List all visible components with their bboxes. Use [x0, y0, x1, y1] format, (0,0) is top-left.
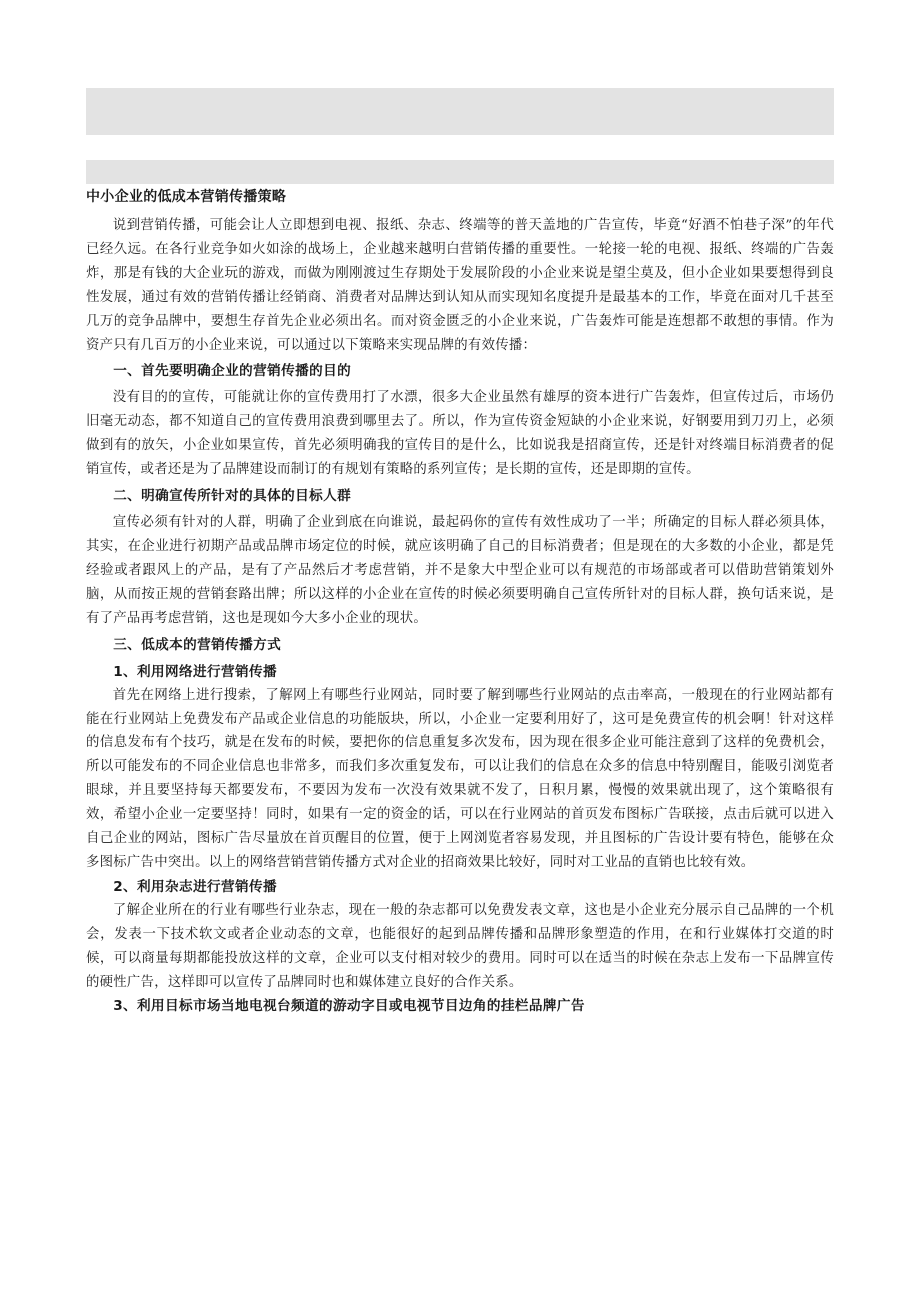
section-3-heading: 三、低成本的营销传播方式: [113, 636, 282, 653]
section-1-paragraph: 没有目的的宣传，可能就让你的宣传费用打了水漂，很多大企业虽然有雄厚的资本进行广告轰炸，但宣传过后，市场仍旧毫无动态，都不知道自己的宣传费用浪费到哪里去了。所以，作为宣传资金短缺的小企业来说，好钢要用到刀刃上，必须做到有的放矢，小企业如果宣传，首先必须明确我的宣传目的是什么，比如说我是招商宣传，还是针对终端目标消费者的促销宣传，或者还是为了品牌建设而制订的有规划有策略的系列宣传；是长期的宣传，还是即期的宣传。: [86, 390, 834, 478]
intro-paragraph: 说到营销传播，可能会让人立即想到电视、报纸、杂志、终端等的普天盖地的广告宣传，毕竟“好酒不怕巷子深”的年代已经久远。在各行业竞争如火如涂的战场上，企业越来越明白营销传播的重要性。一轮接一轮的电视、报纸、终端的广告轰炸，那是有钱的大企业玩的游戏，而做为刚刚渡过生存期处于发展阶段的小企业来说是望尘莫及，但小企业如果要想得到良性发展，通过有效的营销传播让经销商、消费者对品牌达到认知从而实现知名度提升是最基本的工作，毕竟在面对几千甚至几万的竞争品牌中，要想生存首先企业必须出名。而对资金匮乏的小企业来说，广告轰炸可能是连想都不敢想的事情。作为资产只有几百万的小企业来说，可以通过以下策略来实现品牌的有效传播：: [86, 218, 834, 353]
section-2-paragraph: 宣传必须有针对的人群，明确了企业到底在向谁说，最起码你的宣传有效性成功了一半；所确定的目标人群必须具体，其实，在企业进行初期产品或品牌市场定位的时候，就应该明确了自己的目标消费者；但是现在的大多数的小企业，都是凭经验或者跟风上的产品，是有了产品然后才考虑营销，并不是象大中型企业可以有规范的市场部或者可以借助营销策划外脑，从而按正规的营销套路出牌；所以这样的小企业在宣传的时候必须要明确自己宣传所针对的目标人群，换句话来说，是有了产品再考虑营销，这也是现如今大多小企业的现状。: [86, 515, 834, 626]
subsection-1-paragraph: 首先在网络上进行搜索，了解网上有哪些行业网站，同时要了解到哪些行业网站的点击率高，一般现在的行业网站都有能在行业网站上免费发布产品或企业信息的功能版块，所以，小企业一定要利用好了，这可是免费宣传的机会啊！针对这样的信息发布有个技巧，就是在发布的时候，要把你的信息重复多次发布，因为现在很多企业可能注意到了这样的免费机会，所以可能发布的不同企业信息也非常多，而我们多次重复发布，可以让我们的信息在众多的信息中特别醒目，能吸引浏览者眼球，并且要坚持每天都要发布，不要因为发布一次没有效果就不发了，日积月累，慢慢的效果就出现了，这个策略很有效，希望小企业一定要坚持！同时，如果有一定的资金的话，可以在行业网站的首页发布图标广告联接，点击后就可以进入自己企业的网站，图标广告尽量放在首页醒目的位置，便于上网浏览者容易发现，并且图标的广告设计要有特色，能够在众多图标广告中突出。以上的网络营销营销传播方式对企业的招商效果比较好，同时对工业品的直销也比较有效。: [86, 687, 834, 870]
subsection-3-heading: 3、利用目标市场当地电视台频道的游动字目或电视节目边角的挂栏品牌广告: [113, 998, 585, 1015]
section-2-heading: 二、明确宣传所针对的具体的目标人群: [113, 488, 352, 505]
subsection-2-paragraph: 了解企业所在的行业有哪些行业杂志，现在一般的杂志都可以免费发表文章，这也是小企业充分展示自己品牌的一个机会，发表一下技术软文或者企业动态的文章，也能很好的起到品牌传播和品牌形象塑造的作用，在和行业媒体打交道的时候，可以商量每期都能投放这样的文章，企业可以支付相对较少的费用。同时可以在适当的时候在杂志上发布一下品牌宣传的硬性广告，这样即可以宣传了品牌同时也和媒体建立良好的合作关系。: [86, 902, 834, 990]
subsection-1-heading: 1、利用网络进行营销传播: [113, 663, 277, 680]
document-body: [86, 184, 834, 1018]
document-title: 中小企业的低成本营销传播策略: [86, 189, 287, 205]
subsection-2-heading: 2、利用杂志进行营销传播: [113, 878, 277, 895]
header-banner-top: [86, 88, 834, 135]
header-banner-bottom: [86, 160, 834, 184]
section-1-heading: 一、首先要明确企业的营销传播的目的: [113, 363, 352, 380]
